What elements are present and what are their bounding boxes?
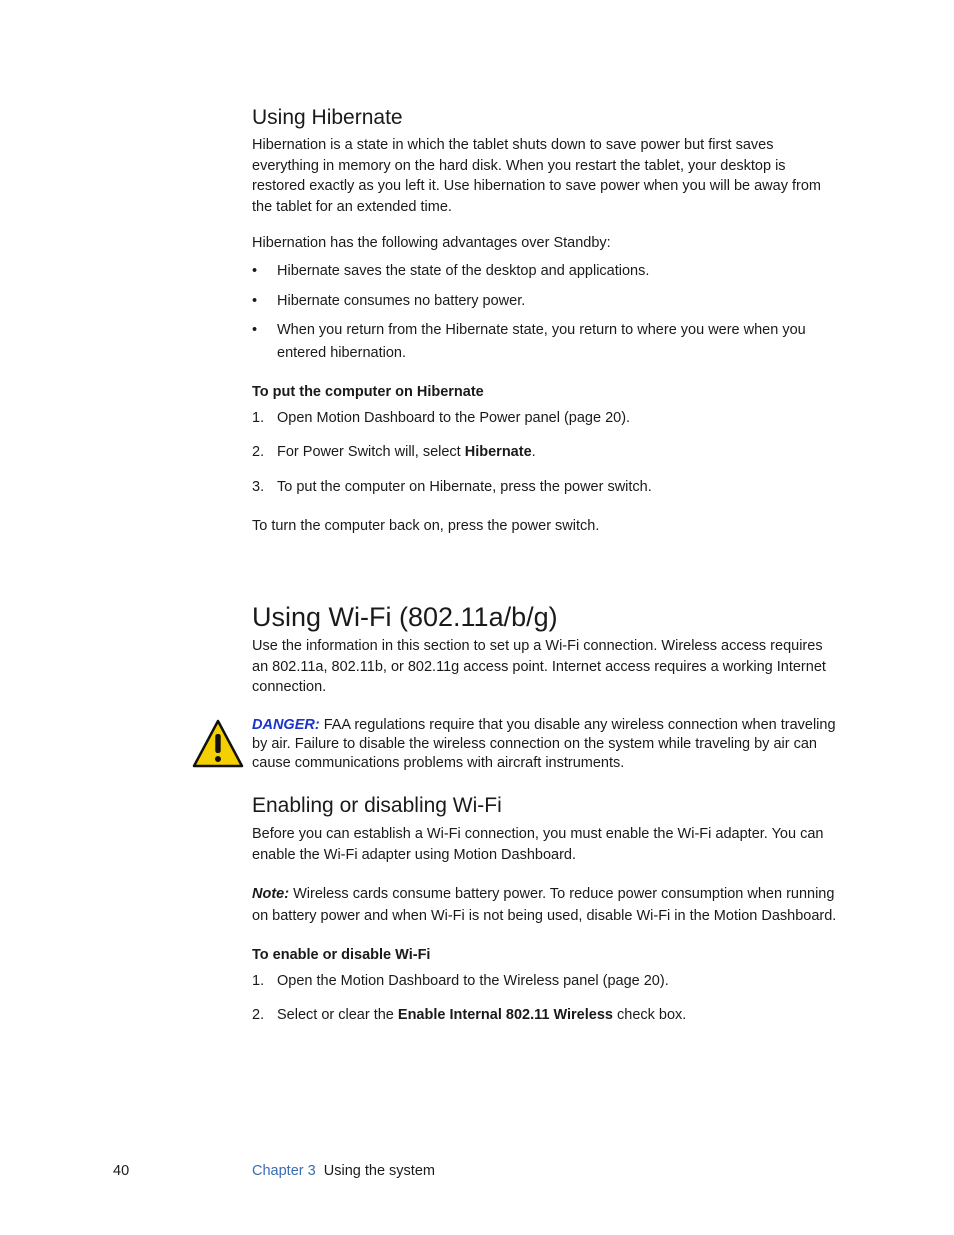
section-heading-enable-wifi: Enabling or disabling Wi-Fi — [252, 794, 502, 817]
section-heading-hibernate: Using Hibernate — [252, 106, 403, 129]
ui-option-enable-wireless: Enable Internal 802.11 Wireless — [397, 1007, 613, 1023]
procedure-title-wifi: To enable or disable Wi-Fi — [252, 947, 431, 963]
hibernate-advantages-lead: Hibernation has the following advantages over Standby: — [252, 235, 611, 251]
warning-icon — [191, 718, 245, 770]
step-number: 2. — [252, 444, 265, 460]
running-footer — [252, 1161, 435, 1182]
section-heading-wifi: Using Wi-Fi (802.11a/b/g) — [252, 602, 558, 632]
step-number: 2. — [252, 1007, 265, 1023]
wifi-intro: Use the information in this section to set up a Wi-Fi connection. Wireless access requires an 802.11a, 802.11b, or 802.11g access point. Internet access requires a working Internet connection. — [252, 638, 826, 695]
enable-intro: Before you can establish a Wi-Fi connection, you must enable the Wi-Fi adapter. You can enable the Wi-Fi adapter using Motion Dashboard. — [252, 826, 824, 863]
step-text: For Power Switch will, select Hibernate. — [277, 444, 536, 460]
list-item-text: Hibernate saves the state of the desktop and applications. — [277, 263, 650, 279]
bullet-icon: • — [252, 263, 258, 279]
note-callout — [252, 883, 848, 927]
ui-option-hibernate: Hibernate — [464, 444, 532, 460]
note-label: Note: — [252, 886, 290, 902]
bullet-icon: • — [252, 293, 258, 309]
list-item-text: Hibernate consumes no battery power. — [277, 293, 526, 309]
danger-callout — [252, 716, 844, 773]
step-number: 1. — [252, 973, 265, 989]
chapter-link[interactable]: Chapter 3 — [252, 1163, 316, 1179]
danger-text: FAA regulations require that you disable any wireless connection when traveling by air. Failure to disable the wireless connection on the system while traveling by air can cause communications problems with aircraft instruments. — [252, 717, 836, 771]
step-text: Open the Motion Dashboard to the Wireless panel (page 20). — [277, 973, 669, 989]
chapter-title: Using the system — [323, 1163, 435, 1179]
page-number: 40 — [113, 1163, 130, 1179]
hibernate-intro: Hibernation is a state in which the tablet shuts down to save power but first saves everything in memory on the hard disk. When you restart the tablet, your desktop is restored exactly as you left it. Use hibernation to save power when you will be away from the tablet for an extended time. — [252, 137, 821, 215]
note-text: Wireless cards consume battery power. To reduce power consumption when running on battery power and when Wi-Fi is not being used, disable Wi-Fi in the Motion Dashboard. — [252, 886, 837, 924]
step-text: Open Motion Dashboard to the Power panel (page 20). — [277, 410, 631, 426]
step-number: 3. — [252, 479, 265, 495]
step-text: To put the computer on Hibernate, press the power switch. — [277, 479, 652, 495]
step-text: Select or clear the Enable Internal 802.11 Wireless check box. — [277, 1007, 687, 1023]
hibernate-closing: To turn the computer back on, press the power switch. — [252, 518, 600, 534]
procedure-title-hibernate: To put the computer on Hibernate — [252, 384, 484, 400]
step-number: 1. — [252, 410, 265, 426]
danger-label: DANGER: — [252, 717, 320, 733]
list-item-text: When you return from the Hibernate state, you return to where you were when you entered hibernation. — [277, 322, 806, 361]
bullet-icon: • — [252, 322, 258, 338]
